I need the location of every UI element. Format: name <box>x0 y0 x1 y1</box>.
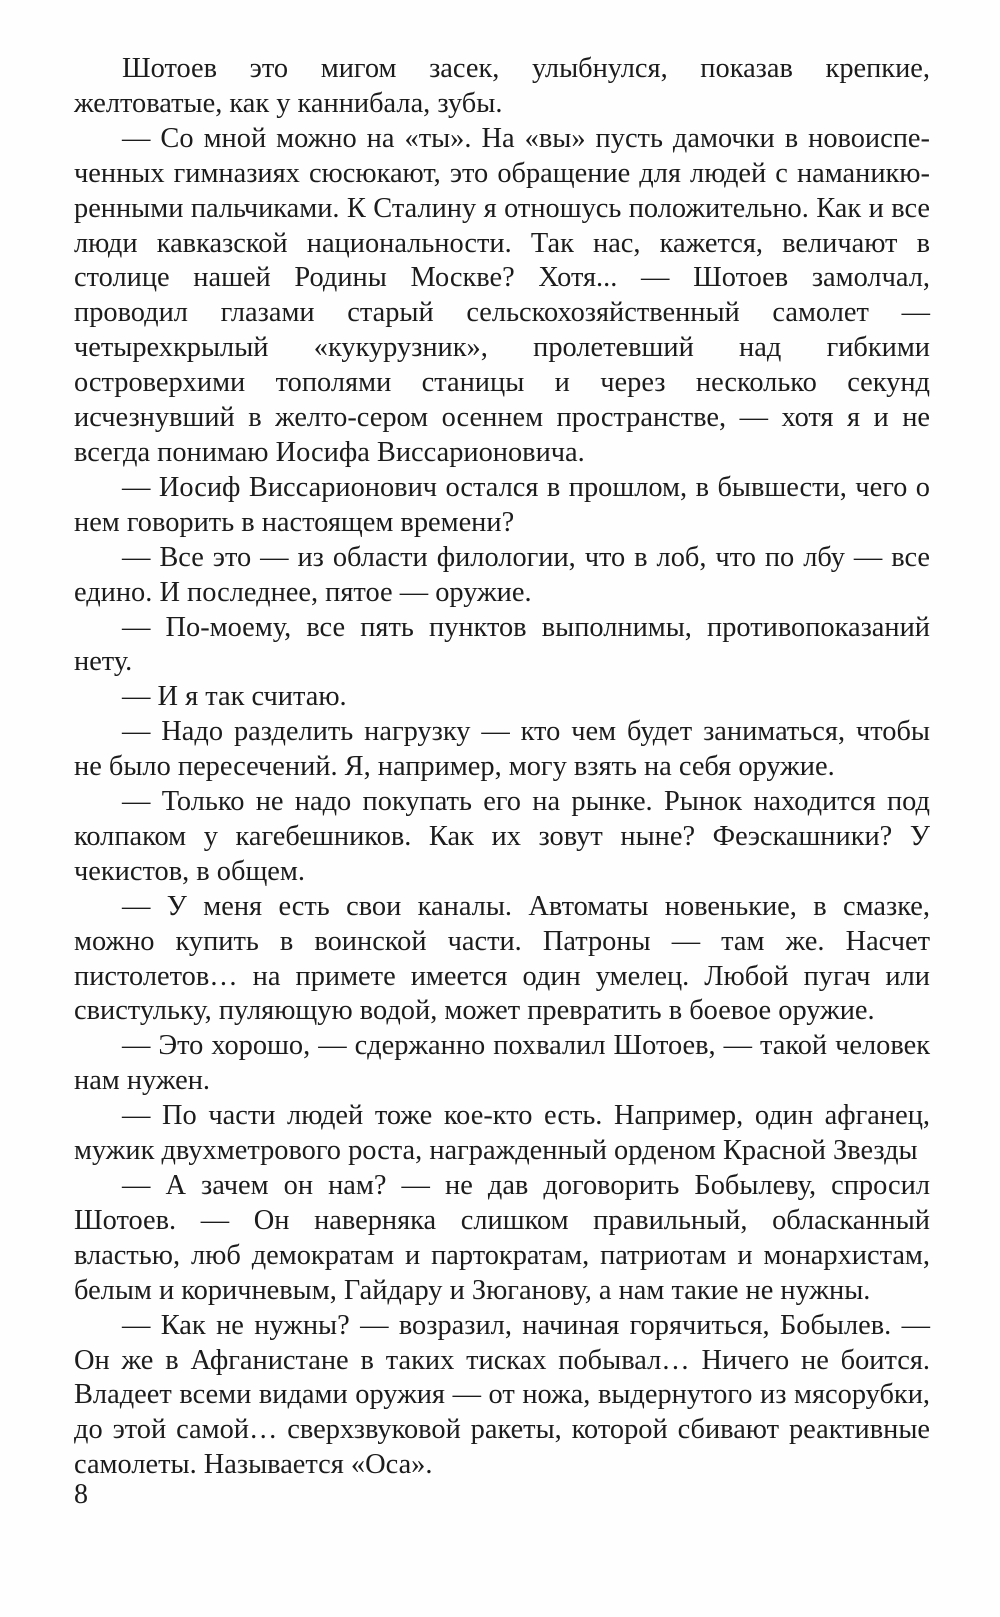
paragraph: — Иосиф Виссарионович остался в прошлом, в бывшести, чего о нем говорить в настоящем времени? <box>74 471 930 538</box>
paragraph: Шотоев это мигом засек, улыбнулся, показав крепкие, желтоватые, как у каннибала, зубы. <box>74 53 930 119</box>
paragraph: — По части людей тоже кое-кто есть. Например, один афганец, мужик двухметрового роста, награжденный орденом Красной Звезды <box>74 1100 930 1167</box>
paragraph: — И я так считаю. <box>122 681 347 713</box>
paragraph: — Это хорошо, — сдержанно похвалил Шотоев, — такой человек нам нужен. <box>74 1030 930 1097</box>
paragraph: — По-моему, все пять пунктов выполнимы, противопоказаний нету. <box>74 611 930 678</box>
body-text <box>74 52 930 1483</box>
page-number: 8 <box>74 1479 88 1510</box>
paragraph: — Только не надо покупать его на рынке. Рынок находится под колпаком у кагебешников. Как их зовут ныне? Феэскашники? У чекистов, в общем. <box>74 786 930 887</box>
paragraph: — А зачем он нам? — не дав договорить Бобылеву, спросил Шотоев. — Он наверняка слишком правильный, обласканный властью, люб демократам и партократам, патриотам и монархистам, белым и коричневым, Гайдару и Зюганову, а нам такие не нужны. <box>74 1170 930 1306</box>
paragraph: — Надо разделить нагрузку — кто чем будет заниматься, чтобы не было пересечений. Я, например, могу взять на себя оружие. <box>74 716 930 783</box>
paragraph: — Со мной можно на «ты». На «вы» пусть дамочки в новоиспеченных гимназиях сюсюкают, это обращение для людей с наманикюренными пальчиками. К Сталину я отношусь положительно. Как и все люди кавказской национальности. Так нас, кажется, величают в столице нашей Родины Москве? Хотя... — Шотоев замолчал, проводил глазами старый сельскохозяйственный самолет — четырехкрылый «кукурузник», пролетевший над гибкими островерхими тополями станицы и через несколько секунд исчезнувший в желто-сером осеннем пространстве, — хотя я и не всегда понимаю Иосифа Виссарионовича. <box>74 122 930 468</box>
paragraph: — Как не нужны? — возразил, начиная горячиться, Бобылев. — Он же в Афганистане в таких тисках побывал… Ничего не боится. Владеет всеми видами оружия — от ножа, выдернутого из мясорубки, до этой самой… сверхзвуковой ракеты, которой сбивают реактивные самолеты. Называется «Оса». <box>74 1309 930 1481</box>
paragraph: — У меня есть свои каналы. Автоматы новенькие, в смазке, можно купить в воинской части. Патроны — там же. Насчет пистолетов… на примете имеется один умелец. Любой пугач или свистульку, пуляющую водой, может превратить в боевое оружие. <box>74 890 930 1027</box>
paragraph: — Все это — из области филологии, что в лоб, что по лбу — все едино. И последнее, пятое — оружие. <box>74 541 930 608</box>
